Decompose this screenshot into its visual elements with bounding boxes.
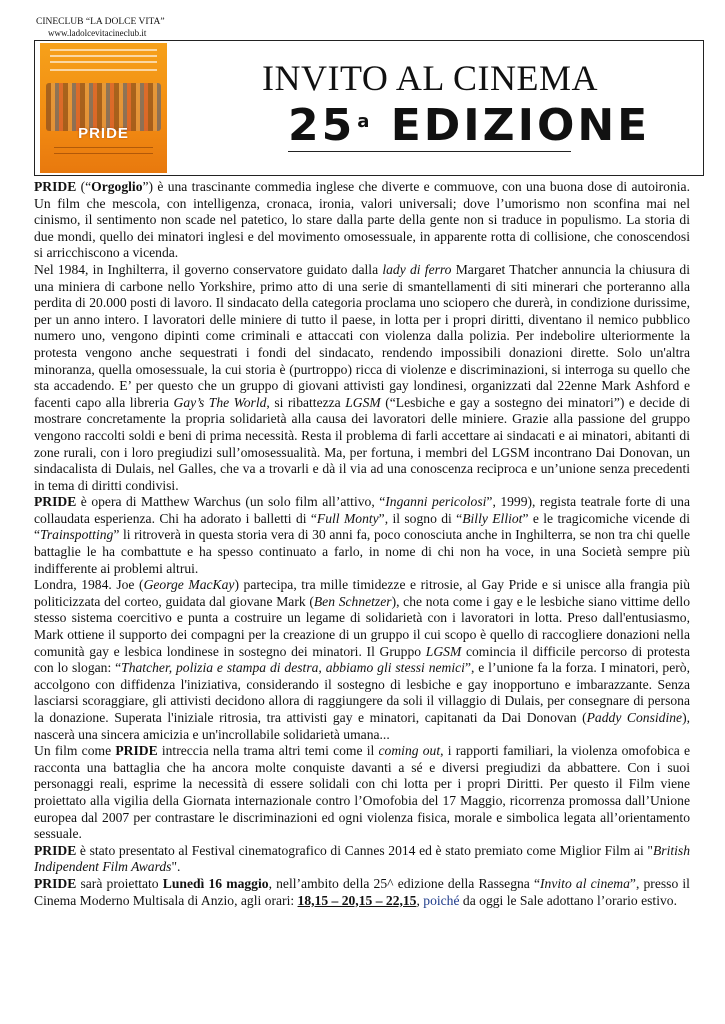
text-run-italic: George MacKay — [143, 577, 235, 593]
paragraph-story — [34, 262, 690, 494]
text-run-italic: Full Monty — [316, 510, 379, 526]
paragraph-awards — [34, 843, 690, 876]
poster-line — [50, 55, 157, 57]
film-title: PRIDE — [34, 179, 77, 194]
paragraph-screening — [34, 876, 690, 909]
poster-line — [54, 147, 153, 148]
text-run: sarà proiettato — [76, 875, 163, 891]
text-run-italic: Billy Elliot — [462, 510, 523, 526]
film-title: PRIDE — [115, 743, 158, 759]
text-run: comincia il difficile percorso di protesta con lo slogan: “ — [34, 643, 690, 676]
article-body — [34, 179, 690, 909]
text-run: Margaret Thatcher annuncia la chiusura di una miniera di carbone nello Yorkshire, primo atto di una serie di smantellamenti di siti minerari che porteranno alla perdita di 20.000 posti di lavoro. Il sindacato della categoria proclama uno sciopero che durerà, in condizione durissime, per un anno intero. I lavoratori delle miniere di tutto il paese, in lotta per i propri diritti, diventano il nemico pubblico numero uno, vengono dipinti come criminali e attaccati con violenza dalla polizia. Per indebolire ulteriormente la protesta vengono anche sequestrati i fondi del sindacato, rendendo impossibili donazioni dirette. Solo un'altra minoranza, quella omosessuale, la cui storia è (purtroppo) ricca di violenze e discriminazioni, si interroga su quello che sta accadendo. E’ per questo che un gruppo di giovani attivisti gay londinesi, organizzati dal 22enne Mark Ashford e facenti capo alla libreria — [34, 261, 690, 410]
film-title: PRIDE — [34, 494, 77, 510]
film-title: PRIDE — [34, 875, 77, 891]
page-title: INVITO AL CINEMA — [262, 58, 598, 98]
text-run: ”) è una trascinante commedia inglese che diverte e commuove, con una buona dose di autoironia. Un film che mescola, con intelligenza, cronaca, ironia, valori universali; dove l’umorismo non sconfina mai nel cinismo, il sentimento non scade nel patetico, lo stare dalla parte della gente non si traduce in populismo. La storia di due mondi, quello dei minatori inglesi e del movimento omosessuale, in apparente rotta di collisione, che conoscendosi si arricchiscono a vicenda. — [34, 179, 690, 261]
text-run: ”, il sogno di “ — [378, 510, 463, 526]
poster-line — [54, 153, 153, 154]
text-run: ”, presso il Cinema Moderno Multisala di Anzio, agli orari: — [34, 875, 690, 908]
text-run: ), nascerà una sincera amicizia e un'incrollabile solidarietà umana... — [34, 710, 690, 742]
text-run-italic: Paddy Considine — [586, 710, 683, 725]
text-run-italic: Invito al cinema — [540, 875, 630, 891]
text-run-italic: Gay’s The World — [173, 394, 267, 410]
text-run: poiché — [423, 892, 460, 908]
text-run: è opera di Matthew Warchus (un solo film all’attivo, “ — [76, 494, 386, 510]
text-run: ”, e l’unione fa la forza. I minatori, però, accolgono con diffidenza l'iniziativa, considerando il sostegno di lesbiche e gay inopportuno e imbarazzante. Senza lasciarsi scoraggiare, gli attivisti decidono allora di raggiungere da soli il villaggio di Dulais, per consegnare di persona la donazione. Superata l'iniziale ritrosia, tra attivisti gay e minatori, capitanati da Dai Donovan ( — [34, 660, 690, 725]
text-run: ” e le tragicomiche vicende di “ — [34, 510, 690, 543]
text-run-italic: coming out — [378, 743, 441, 759]
text-run-italic: Thatcher, polizia e stampa di destra, abbiamo gli stessi nemici — [121, 660, 465, 676]
text-run: è stato presentato al Festival cinematografico di Cannes 2014 ed è stato premiato come Miglior Film ai " — [76, 842, 653, 858]
edition-superscript: a — [357, 111, 373, 132]
edition-number: 25 — [288, 100, 356, 151]
paragraph-plot — [34, 577, 690, 743]
text-run: (“ — [76, 179, 92, 194]
edition-word: EDIZIONE — [390, 100, 651, 151]
title-underline — [288, 151, 571, 152]
poster-line — [50, 69, 157, 71]
text-run-italic: LGSM — [345, 394, 381, 410]
club-name: CINECLUB “LA DOLCE VITA” — [36, 17, 165, 27]
text-run: ". — [171, 859, 181, 875]
film-title: PRIDE — [34, 842, 77, 858]
poster-line — [50, 61, 157, 63]
screening-date: Lunedì 16 maggio — [162, 875, 269, 891]
poster-crowd — [46, 83, 161, 131]
paragraph-themes — [34, 743, 690, 843]
text-run: ) partecipa, tra mille timidezze e ritrosie, al Gay Pride e si unisce alla frangia più politicizzata del corteo, guidata dal giovane Mark ( — [34, 577, 690, 609]
text-run: (“Lesbiche e gay a sostegno dei minatori”) e decide di mostrare concretamente la propria solidarietà alla causa dei lavoratori delle miniere. Grazie alla passione del gruppo vengono raccolti soldi e beni di prima necessità. Resta il problema di farli accettare ai sindacati e ai minatori, abitanti di zone rurali, con i loro pregiudizi sull’omosessualità. Ma, per fortuna, i membri del LGSM incontrano Dai Donovan, un sindacalista di Dulais, nel Galles, che va a trovarli e dà il via ad una conoscenza reciproca e un’unione senza precedenti in tema di diritti condivisi. — [34, 394, 690, 493]
paragraph-intro — [34, 179, 690, 262]
paragraph-director — [34, 494, 690, 577]
movie-poster — [40, 43, 167, 173]
text-run: , — [416, 892, 424, 908]
club-website: www.ladolcevitacineclub.it — [48, 28, 147, 38]
text-run: , nell’ambito della 25^ edizione della Rassegna “ — [268, 875, 541, 891]
translated-title: Orgoglio — [91, 179, 143, 194]
edition-heading — [288, 100, 650, 152]
text-run: da oggi le Sale adottano l’orario estivo. — [459, 892, 677, 908]
text-run: , si ribattezza — [266, 394, 346, 410]
cineclub-header — [36, 17, 165, 39]
text-run: intreccia nella trama altri temi come il — [157, 743, 379, 759]
text-run: Londra, 1984. Joe ( — [34, 577, 144, 593]
text-run-italic: LGSM — [425, 643, 462, 659]
text-run-italic: British Indipendent Film Awards — [34, 842, 690, 875]
text-run-italic: Ben Schnetzer — [313, 593, 392, 609]
text-run: Un film come — [34, 743, 116, 759]
poster-title: PRIDE — [78, 125, 129, 142]
poster-line — [50, 49, 157, 51]
text-run: Nel 1984, in Inghilterra, il governo conservatore guidato dalla — [34, 261, 383, 277]
text-run-italic: Inganni pericolosi — [385, 494, 487, 510]
text-run: , i rapporti familiari, la violenza omofobica e racconta una battaglia che ha ancora molte conquiste davanti a sé e diversi pregiudizi da abbattere. Con i suoi personaggi reali, esprime la necessità di essere solidali con chi lotta per i propri Diritti. Per questo il Film viene proiettato alla vigilia della Giornata internazionale contro l’Omofobia del 17 Maggio, ricorrenza promossa dall’Unione europea dal 2007 per contrastare le discriminazioni ed ogni violenza fisica, morale e simbolica legata all’orientamento sessuale. — [34, 743, 691, 842]
text-run-italic: Trainspotting — [40, 527, 114, 543]
text-run: ” li ritroverà in questa storia vera di 30 anni fa, poco conosciuta anche in Inghilterra, se non tra chi quelle battaglie le ha combattute e ha spesso continuato a farlo, in nome di chi non ha voce, in una Società sempre più indifferente ai problemi altrui. — [34, 527, 690, 576]
text-run: ), che nota come i gay e le lesbiche siano vittime dello stesso sistema coercitivo e punta a costruire un legame di solidarietà con i lavoratori in lotta. Preso dall'entusiasmo, Mark ottiene il supporto dei compagni per la creazione di un gruppo il cui scopo è quello di raccogliere donazioni nella comunità gay e lesbica londinese in sostegno dei minatori. Il Gruppo — [34, 593, 690, 659]
text-run: ”, 1999), regista teatrale forte di una collaudata esperienza. Chi ha adorato i balletti di “ — [34, 494, 690, 526]
text-run-italic: lady di ferro — [382, 261, 452, 277]
screening-times: 18,15 – 20,15 – 22,15 — [297, 892, 417, 908]
